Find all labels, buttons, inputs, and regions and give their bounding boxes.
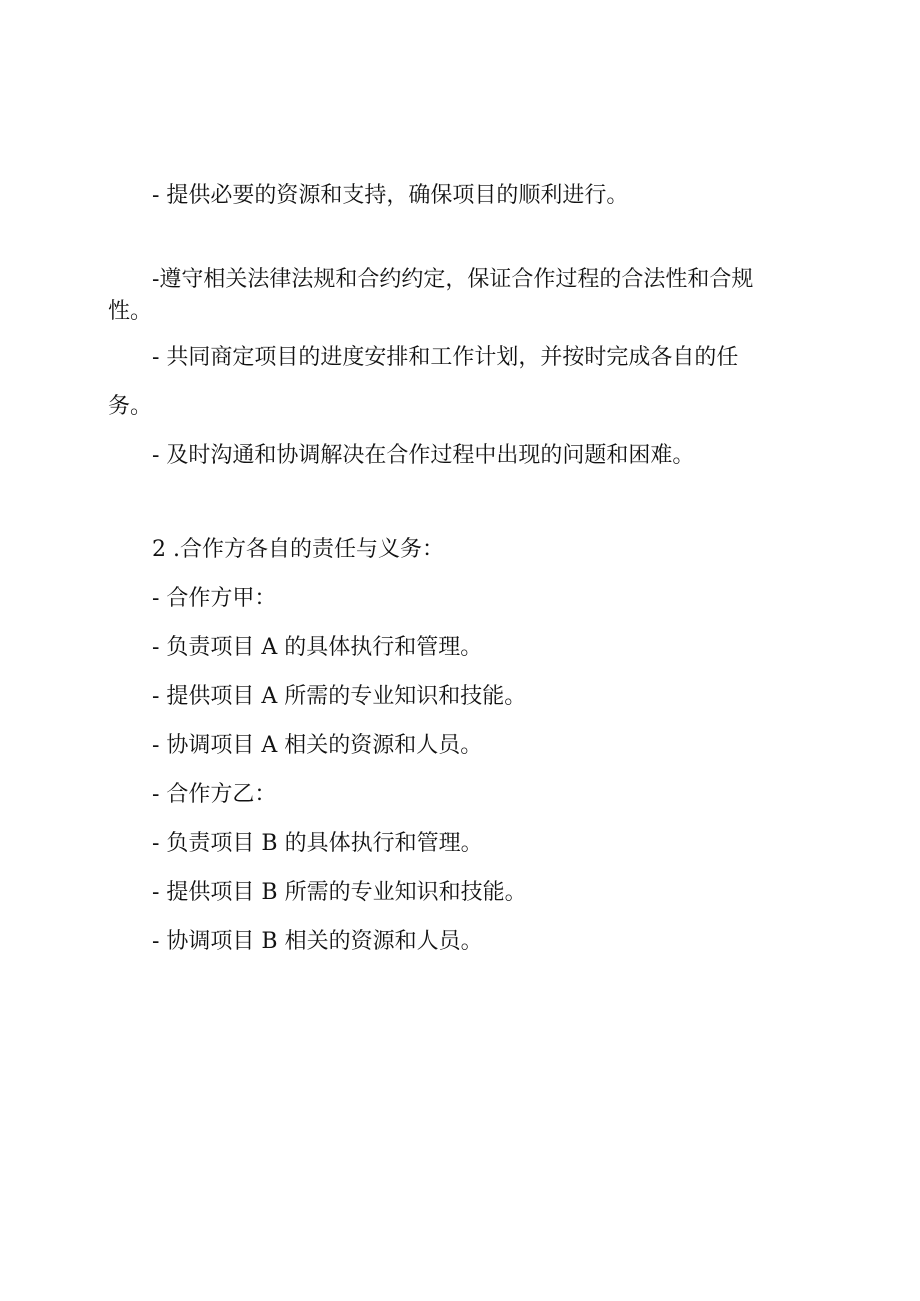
paragraph-line: - 共同商定项目的进度安排和工作计划，并按时完成各自的任 (152, 345, 739, 370)
paragraph-line: - 及时沟通和协调解决在合作过程中出现的问题和困难。 (152, 443, 695, 468)
list-item: - 协调项目 B 相关的资源和人员。 (152, 929, 483, 954)
list-item: - 协调项目 A 相关的资源和人员。 (152, 733, 483, 758)
list-item: - 负责项目 B 的具体执行和管理。 (152, 831, 483, 856)
paragraph-line: 性。 (108, 299, 153, 324)
paragraph-line: - 提供必要的资源和支持，确保项目的顺利进行。 (152, 183, 629, 208)
section-heading: 2 .合作方各自的责任与义务： (152, 537, 444, 562)
list-item: - 提供项目 A 所需的专业知识和技能。 (152, 684, 527, 709)
list-item: - 负责项目 A 的具体执行和管理。 (152, 635, 483, 660)
party-heading: - 合作方甲： (152, 586, 277, 611)
list-item: - 提供项目 B 所需的专业知识和技能。 (152, 880, 527, 905)
party-heading: - 合作方乙： (152, 782, 277, 807)
paragraph-line: 务。 (108, 394, 153, 419)
paragraph-line: -遵守相关法律法规和合约约定，保证合作过程的合法性和合规 (152, 267, 754, 292)
